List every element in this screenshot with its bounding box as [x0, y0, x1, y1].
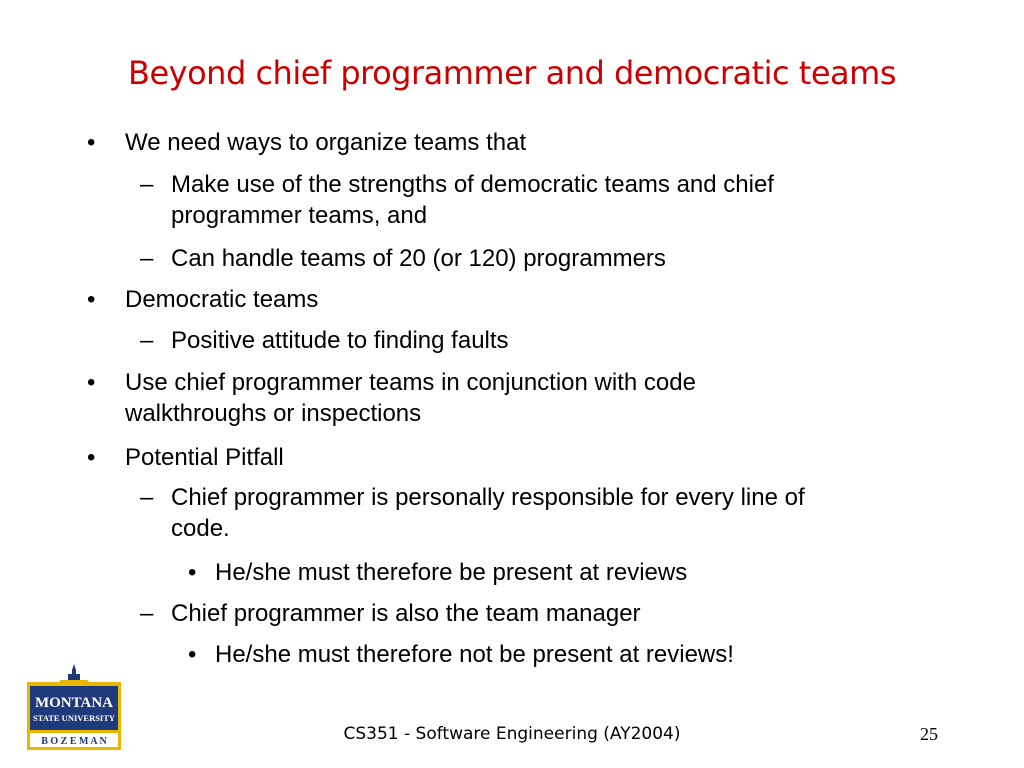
bullet-marker: • [87, 369, 96, 396]
level-2-item-text: Make use of the strengths of democratic teams and chief [171, 171, 774, 198]
bullet-marker: • [87, 129, 96, 156]
level-2-item-text: Chief programmer is also the team manager [171, 600, 641, 627]
page-number: 25 [920, 724, 938, 744]
level-3-item-text: He/she must therefore be present at reviews [215, 559, 688, 586]
dash-marker: – [140, 171, 154, 198]
level-1-item-text: walkthroughs or inspections [125, 400, 422, 427]
bullet-marker: • [188, 559, 197, 586]
logo-text-bozeman: B O Z E M A N [41, 736, 107, 747]
bullet-marker: • [188, 641, 197, 668]
slide-title: Beyond chief programmer and democratic teams [128, 54, 896, 92]
dash-marker: – [140, 327, 154, 354]
bullet-marker: • [87, 444, 96, 471]
level-1-item-text: Democratic teams [125, 286, 319, 313]
level-2-item-text: Can handle teams of 20 (or 120) programmers [171, 245, 666, 272]
logo-text-university: STATE UNIVERSITY [32, 713, 116, 723]
logo-text-montana: MONTANA [34, 695, 114, 711]
dash-marker: – [140, 600, 154, 627]
level-1-item-text: Use chief programmer teams in conjunction with code [125, 369, 696, 396]
bullet-marker: • [87, 286, 96, 313]
level-3-item-text: He/she must therefore not be present at reviews! [215, 641, 734, 668]
dash-marker: – [140, 484, 154, 511]
level-2-item-text: code. [171, 515, 230, 542]
level-2-item-text: Positive attitude to finding faults [171, 327, 509, 354]
level-1-item-text: Potential Pitfall [125, 444, 284, 471]
level-2-item-text: programmer teams, and [171, 202, 428, 229]
slide-footer: CS351 - Software Engineering (AY2004) [343, 724, 681, 744]
level-2-item-text: Chief programmer is personally responsible for every line of [171, 484, 805, 511]
level-1-item-text: We need ways to organize teams that [125, 129, 527, 156]
dash-marker: – [140, 245, 154, 272]
logo-roof-shape [53, 680, 95, 686]
